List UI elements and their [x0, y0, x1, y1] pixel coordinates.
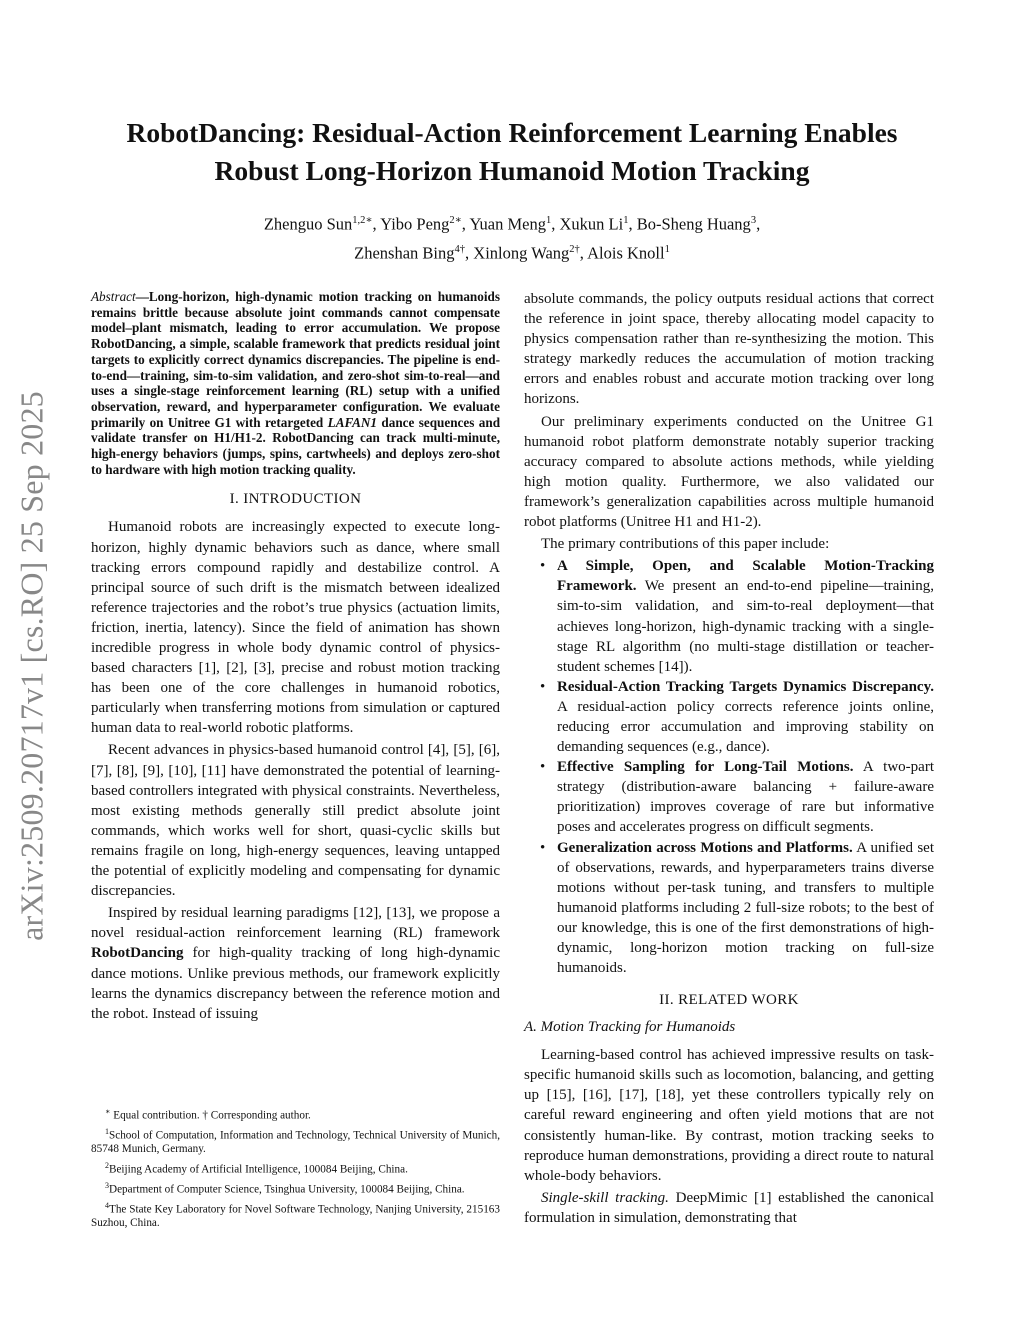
contribution-title: Generalization across Motions and Platforms.	[557, 839, 853, 856]
author-line-1: Zhenguo Sun$^{1,2∗}$, Yibo Peng$^{2∗}$, Yuan Meng$^1$, Xukun Li$^1$, Bo-Sheng Huang$^3$,	[263, 214, 761, 234]
author-mark: 1	[664, 243, 670, 255]
author-list	[150, 208, 874, 265]
contribution-title: Effective Sampling for Long-Tail Motions.	[557, 759, 854, 776]
contributions-list	[524, 556, 934, 978]
author-line-2: Zhenshan Bing$^{4\dagger}$, Xinlong Wang$^{2\dagger}$, Alois Knoll$^1$	[354, 243, 670, 262]
author-name: Bo-Sheng Huang	[636, 214, 751, 234]
contribution-text: A unified set of observations, rewards, and hyperparameters trains diverse motions without per-task tuning, and transfers to multiple humanoid platforms including 2 full-size robots; to the best of our knowledge, this is one of the first demonstrations of high-dynamic, long-horizon motion tracking on full-size humanoids.	[557, 839, 935, 977]
bullet-icon: •	[540, 759, 546, 776]
footnote	[91, 1159, 500, 1177]
intro-paragraph-3	[91, 903, 500, 1024]
left-column	[91, 289, 500, 1024]
footnote-mark: 4	[105, 1200, 109, 1210]
footnote-mark: 2	[105, 1160, 109, 1170]
arxiv-stamp-text: arXiv:2509.20717v1 [cs.RO] 25 Sep 2025	[13, 391, 50, 941]
author-mark: 2∗	[449, 215, 462, 226]
related-p2-italic-lead: Single-skill tracking.	[541, 1189, 669, 1206]
subsection-heading: A. Motion Tracking for Humanoids	[524, 1019, 736, 1036]
bullet-icon: •	[540, 678, 546, 695]
author-name: Yuan Meng	[469, 214, 546, 234]
related-paragraph-1: Learning-based control has achieved impressive results on task-specific humanoid skills such as locomotion, balancing, and getting up [15], [16], [17], [18], yet these controllers typically rely on careful reward engineering and often yield motions that are not consistently human-like. By contrast, motion tracking seeks to reproduce human demonstrations, providing a direct route to natural whole-body behaviors.	[524, 1047, 934, 1184]
abstract-text-1: Long-horizon, high-dynamic motion tracking on humanoids remains brittle because absolute joint commands cannot compensate model–plant mismatch, leading to error accumulation. We propose RobotDancing, a simple, scalable framework that predicts residual joint targets to explicitly correct dynamics discrepancies. The pipeline is end-to-end—training, sim-to-sim validation, and zero-shot sim-to-real—and uses a single-stage reinforcement learning (RL) setup with a unified observation, reward, and hyperparameter configuration. We evaluate primarily on Unitree G1 with retargeted	[91, 289, 500, 430]
list-item	[524, 556, 934, 677]
footnote-text: School of Computation, Information and Technology, Technical University of Munich, 85748 Munich, Germany.	[91, 1129, 500, 1156]
footnote-text: Department of Computer Science, Tsinghua University, 100084 Beijing, China.	[109, 1183, 465, 1196]
contribution-text: A residual-action policy corrects reference joints online, reducing error accumulation and improving stability on demanding sequences (e.g., dance).	[557, 698, 934, 756]
abstract-dataset-name: LAFAN1	[327, 414, 378, 430]
author-name: Yibo Peng	[380, 214, 450, 234]
footnote	[91, 1125, 500, 1157]
author-name: Xinlong Wang	[473, 243, 570, 262]
author-mark: 1,2∗	[352, 215, 373, 226]
bullet-icon: •	[540, 839, 546, 856]
section-heading-introduction: I. INTRODUCTION	[229, 491, 362, 508]
intro-paragraph-3-continued: absolute commands, the policy outputs residual actions that correct the reference in joint space, thereby allocating model capacity to physics compensation rather than re-synthesizing the motion. This strategy markedly reduces the accumulation of motion tracking errors and enables robust and accurate motion tracking over long horizons.	[524, 291, 934, 408]
related-paragraph-2	[524, 1188, 934, 1228]
author-name: Zhenshan Bing	[354, 243, 455, 262]
abstract	[91, 289, 500, 477]
footnote-text: Equal contribution. † Corresponding author.	[113, 1109, 311, 1122]
footnote	[91, 1199, 500, 1231]
right-column	[524, 289, 934, 1228]
author-mark: 2†	[569, 243, 580, 255]
intro-paragraph-4: Our preliminary experiments conducted on the Unitree G1 humanoid robot platform demonstrate notably superior tracking accuracy compared to absolute actions methods, while yielding high motion quality. Furthermore, we also validated our framework’s generalization capabilities across multiple humanoid robot platforms (Unitree H1 and H1-2).	[524, 413, 934, 531]
footnote	[91, 1179, 500, 1197]
intro-p3-framework-name: RobotDancing	[91, 945, 184, 962]
footnote-text: The State Key Laboratory for Novel Software Technology, Nanjing University, 215163 Suzhou, China.	[91, 1203, 500, 1230]
section-heading-related-work: II. RELATED WORK	[659, 992, 799, 1009]
contribution-title: A Simple, Open, and Scalable Motion-Tracking Framework.	[557, 558, 934, 595]
contribution-title: Residual-Action Tracking Targets Dynamics Discrepancy.	[557, 678, 934, 695]
arxiv-stamp	[8, 372, 56, 960]
footnote-mark: 1	[105, 1127, 109, 1137]
paper-title	[100, 114, 924, 190]
list-item	[524, 757, 934, 837]
bullet-icon: •	[540, 558, 546, 575]
intro-p3-text-b: for high-quality tracking of long high-dynamic dance motions. Unlike previous methods, our framework explicitly learns the dynamics discrepancy between the reference motion and the robot. Instead of issuing	[91, 945, 501, 1022]
related-p2-text: DeepMimic [1] established the canonical formulation in simulation, demonstrating that	[524, 1189, 934, 1226]
intro-p3-text-a: Inspired by residual learning paradigms [12], [13], we propose a novel residual-action reinforcement learning (RL) framework	[91, 905, 500, 942]
author-mark: 1	[623, 215, 629, 226]
contribution-text: A two-part strategy (distribution-aware balancing + failure-aware prioritization) improves coverage of rare but informative poses and accelerates progress on difficult segments.	[557, 759, 934, 836]
footnote-mark: 3	[105, 1180, 109, 1190]
contribution-text: We present an end-to-end pipeline—training, sim-to-sim validation, and sim-to-real deployment—that achieves long-horizon, high-dynamic tracking with a single-stage RL algorithm (no multi-stage distillation or teacher-student schemes [14]).	[557, 578, 934, 675]
author-mark: 4†	[454, 243, 466, 255]
author-name: Xukun Li	[559, 214, 624, 234]
contributions-lead: The primary contributions of this paper include:	[541, 536, 830, 553]
intro-paragraph-2: Recent advances in physics-based humanoid control [4], [5], [6], [7], [8], [9], [10], [11] have demonstrated the potential of learning-based controllers integrated with physical constraints. Nevertheless, most existing methods generally still predict absolute joint commands, which works well for short, quasi-cyclic skills but remains fragile on long, high-energy sequences, leaving untapped the potential of explicitly modeling and compensating for dynamic discrepancies.	[91, 742, 500, 900]
abstract-text-2: dance sequences and validate transfer on H1/H1-2. RobotDancing can track multi-minute, high-energy behaviors (jumps, spins, cartwheels) and deploys zero-shot to hardware with high motion tracking quality.	[91, 414, 501, 477]
footnotes	[91, 1105, 500, 1233]
footnote	[91, 1105, 500, 1123]
list-item	[524, 677, 934, 757]
footnote-text: Beijing Academy of Artificial Intelligence, 100084 Beijing, China.	[109, 1163, 408, 1176]
footnote-mark: ∗	[105, 1107, 111, 1116]
author-mark: 3	[750, 215, 757, 226]
title-line-1: RobotDancing: Residual-Action Reinforcement Learning Enables	[126, 117, 898, 148]
abstract-label: Abstract	[91, 289, 136, 304]
intro-paragraph-1: Humanoid robots are increasingly expected to execute long-horizon, highly dynamic behaviors such as dance, where small tracking errors compound rapidly and destabilize control. A principal source of such drift is the mismatch between idealized reference trajectories and the robot’s true physics (actuation limits, friction, inertia, latency). Since the field of animation has shown incredible progress in whole body dynamic control of physics-based characters [1], [2], [3], precise and robust motion tracking has been one of the core challenges in humanoid robotics, particularly when transferring motions from simulation or captured human data to real-world robotic platforms.	[91, 519, 500, 737]
title-line-2: Robust Long-Horizon Humanoid Motion Tracking	[214, 155, 810, 186]
author-mark: 1	[545, 215, 552, 226]
author-name: Alois Knoll	[587, 243, 665, 262]
list-item	[524, 838, 934, 979]
author-name: Zhenguo Sun	[263, 214, 353, 234]
abstract-dash: —	[135, 289, 149, 304]
